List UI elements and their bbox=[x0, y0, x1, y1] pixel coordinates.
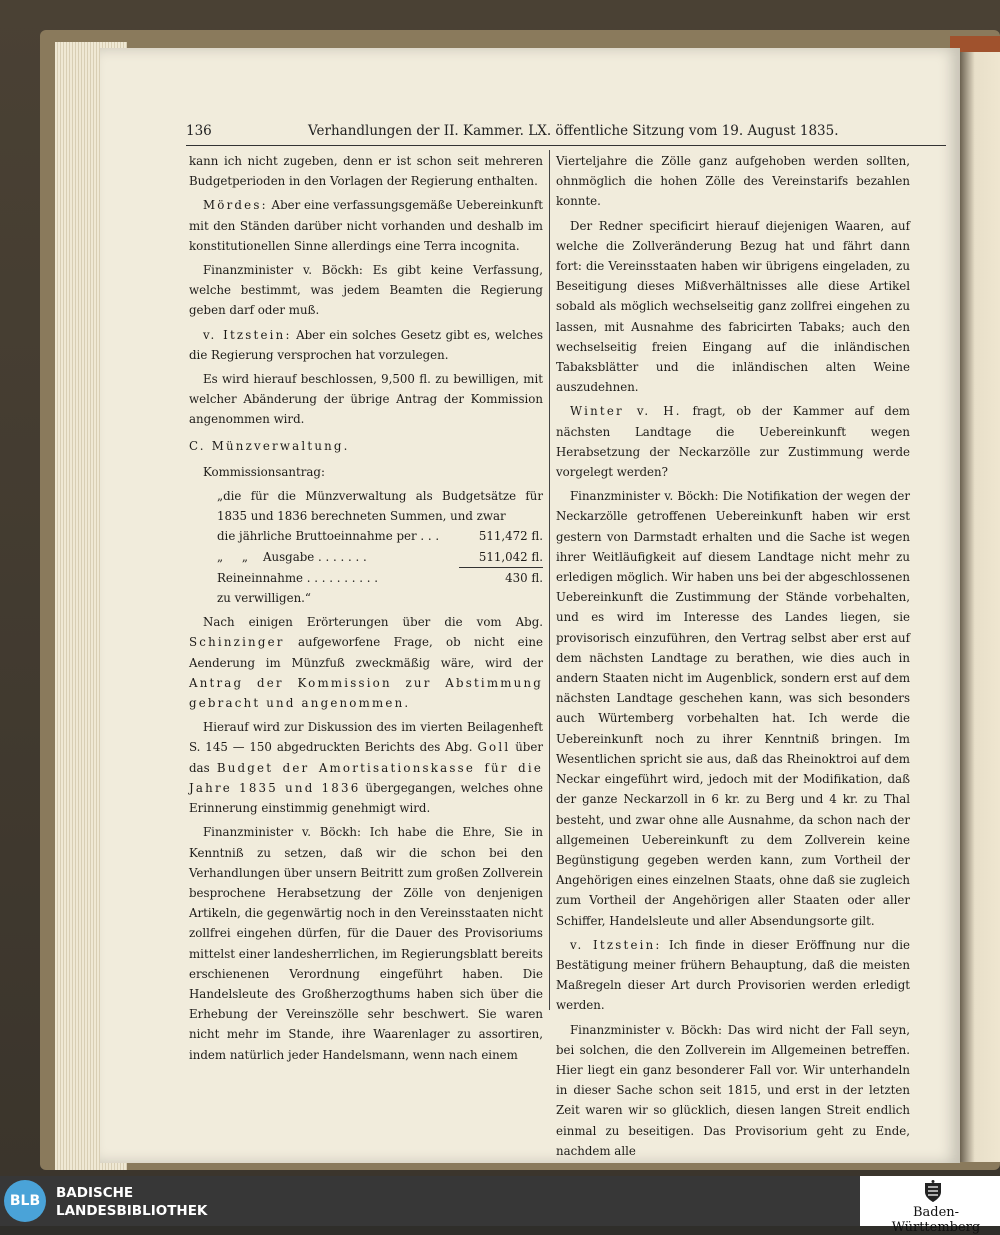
speaker-name: Finanzminister v. Böckh: bbox=[203, 825, 361, 840]
page-number: 136 bbox=[186, 123, 212, 139]
budget-row bbox=[189, 547, 543, 567]
motion-quote bbox=[189, 486, 543, 608]
speech-text: Aber eine verfassungsgemäße Uebereinkunft mit den Ständen darüber nicht vorhanden und deshalb im konstitutionellen Sinne allerdings eine Terra incognita. bbox=[189, 198, 543, 253]
budget-row-label: „ „ Ausgabe . . . . . . . bbox=[217, 549, 367, 564]
paragraph bbox=[556, 401, 910, 482]
section-heading: C. Münzverwaltung. bbox=[189, 438, 350, 453]
header-title: Verhandlungen der II. Kammer. LX. öffentliche Sitzung vom 19. August 1835. bbox=[308, 123, 839, 139]
paragraph bbox=[556, 935, 910, 1016]
speech-text: fragt, ob der Kammer auf dem nächsten Landtage die Uebereinkunft wegen Herabsetzung der Neckarzölle zur Zustimmung werde vorgelegt werden? bbox=[556, 404, 910, 480]
column-divider bbox=[549, 150, 550, 1010]
text-run: aufgeworfene Frage, ob nicht eine Aenderung im Münzfuß zweckmäßig wäre, wird der bbox=[189, 635, 543, 670]
motion-label: Kommissionsantrag: bbox=[203, 464, 325, 479]
quote-text: zu verwilligen.“ bbox=[217, 591, 311, 606]
paragraph bbox=[189, 260, 543, 321]
paragraph bbox=[189, 612, 543, 713]
library-name-line: LANDESBIBLIOTHEK bbox=[56, 1203, 208, 1219]
library-name[interactable] bbox=[56, 1184, 236, 1220]
paragraph: kann ich nicht zugeben, denn er ist schon seit mehreren Budgetperioden in den Vorlagen der Regierung enthalten. bbox=[189, 154, 543, 189]
person-name: Goll bbox=[477, 740, 511, 755]
quote-text: „die für die Münzverwaltung als Budgetsätze für 1835 und 1836 berechneten Summen, und zwar bbox=[217, 489, 543, 524]
speaker-name: Winter v. H. bbox=[570, 404, 682, 419]
text-run: Hierauf wird zur Diskussion des im vierten Beilagenheft S. 145 — 150 abgedruckten Berichts des Abg. bbox=[189, 720, 543, 755]
right-column bbox=[556, 151, 910, 1165]
speaker-name: Finanzminister v. Böckh: bbox=[203, 263, 363, 278]
paragraph: Es wird hierauf beschlossen, 9,500 fl. zu bewilligen, mit welcher Abänderung der übrige Antrag der Kommission angenommen wird. bbox=[189, 372, 543, 427]
speech-text: Ich habe die Ehre, Sie in Kenntniß zu setzen, daß wir die schon bei den Verhandlungen über unsern Beitritt zum großen Zollverein besprochene Herabsetzung der Zölle von denjenigen Artikeln, die gegenwärtig noch in den Vereinsstaaten nicht zollfrei eingehen dürfen, für die Dauer des Provisoriums mittelst einer landesherrlichen, im Regierungsblatt bereits erschienenen Verordnung eingeführt haben. Die Handelsleute des Großherzogthums haben sich über die Erhebung der Vereinszölle sehr beschwert. Sie waren nicht mehr im Stande, ihre Waarenlager zu assortiren, indem natürlich jeder Handelsmann, wenn nach einem bbox=[189, 825, 543, 1062]
coat-of-arms-icon bbox=[920, 1179, 946, 1205]
speech-text: Die Notifikation der wegen der Neckarzölle getroffenen Uebereinkunft haben wir erst gestern von Darmstadt erhalten und die Sache ist wegen ihrer Weitläufigkeit auf diesem Landtage nicht mehr zu erledigen möglich. Wir haben uns bei der abgeschlossenen Uebereinkunft die Zustimmung der Stände vorbehalten, und es wird im Interesse des Landes liegen, sie provisorisch einzuführen, den Vertrag selbst aber erst auf dem nächsten Landtage zu berathen, wie dies auch in andern Staaten nicht im Augenblick, sondern erst auf dem nächsten Landtage geschehen kann, was sich besonders auch Würtemberg vorbehalten hat. Ich werde die Uebereinkunft noch zu ihrer Kenntniß bringen. Im Wesentlichen spricht sie aus, daß das Rheinoktroi auf dem Neckar eingeführt wird, jedoch mit der Modifikation, daß der ganze Neckarzoll in 6 kr. zu Berg und 4 kr. zu Thal besteht, und zwar ohne alle Ausnahme, da schon nach der allgemeinen Uebereinkunft zu dem Zollverein keine Begünstigung gegeben werden kann, zum Vortheil der Angehörigen eines einzelnen Staats, ohne daß sie zugleich zum Vortheil der Angehörigen aller Staaten oder aller Schiffer, Handelsleute und aller Absendungsorte gilt. bbox=[556, 489, 910, 928]
paragraph bbox=[189, 717, 543, 818]
paragraph bbox=[189, 325, 543, 365]
paragraph: Vierteljahre die Zölle ganz aufgehoben werden sollten, ohnmöglich die hohen Zölle des Vereinstarifs bezahlen konnte. bbox=[556, 154, 910, 209]
paragraph bbox=[556, 486, 910, 930]
budget-row-label: Reineinnahme . . . . . . . . . . bbox=[217, 570, 378, 585]
budget-row-amount: 511,042 fl. bbox=[478, 549, 543, 564]
text-run: Nach einigen Erörterungen über die vom Abg. bbox=[203, 615, 543, 630]
facing-page-edge bbox=[958, 52, 1000, 1162]
speaker-name: v. Itzstein: bbox=[570, 937, 662, 952]
budget-row-amount: 511,472 fl. bbox=[478, 529, 543, 544]
budget-row bbox=[189, 526, 543, 546]
person-name: Schinzinger bbox=[189, 635, 285, 650]
emphasized-text: Budget der Amortisationskasse für die Jahre 1835 und 1836 bbox=[189, 760, 543, 795]
paragraph bbox=[189, 195, 543, 256]
speech-text: Ich finde in dieser Eröffnung nur die Bestätigung meiner frühern Behauptung, daß die meisten Maßregeln dieser Art durch Provisorien werden erledigt werden. bbox=[556, 937, 910, 1013]
budget-row bbox=[189, 568, 543, 588]
text-run: über das bbox=[189, 740, 543, 775]
text-run: übergegangen, welches ohne Erinnerung einstimmig genehmigt wird. bbox=[189, 780, 543, 816]
emphasized-text: Antrag der Kommission zur Abstimmung gebracht und angenommen. bbox=[189, 675, 543, 711]
speaker-name: Finanzminister v. Böckh: bbox=[570, 1022, 722, 1037]
paragraph bbox=[189, 822, 543, 1064]
partner-name: Baden-Württemberg bbox=[891, 1205, 981, 1235]
left-column bbox=[189, 151, 543, 1069]
paragraph: Der Redner specificirt hierauf diejenigen Waaren, auf welche die Zollveränderung Bezug hat und fährt dann fort: die Vereinsstaaten haben wir übrigens eingeladen, zu Beseitigung dieses Mißverhältnisses alle diese Artikel sobald als möglich wechselseitig ganz zollfrei eingehen zu lassen, mit Ausnahme des fabricirten Tabaks; auch den wechselseitig freien Eingang auf die inländischen Tabaksblätter und die inländischen alten Weine auszudehnen. bbox=[556, 218, 910, 395]
budget-row-label: die jährliche Bruttoeinnahme per . . . bbox=[217, 529, 440, 544]
header-rule bbox=[186, 145, 946, 146]
speech-text: Das wird nicht der Fall seyn, bei solchen, die den Zollverein im Allgemeinen betreffen. Hier liegt ein ganz besonderer Fall vor. Wir unterhandeln in dieser Sache schon seit 1815, und erst in der letzten Zeit waren wir so glücklich, diesen langen Streit endlich einmal zu beseitigen. Das Provisorium geht zu Ende, nachdem alle bbox=[556, 1022, 910, 1158]
speaker-name: v. Itzstein: bbox=[203, 327, 292, 342]
running-header bbox=[186, 123, 839, 143]
speaker-name: Mördes: bbox=[203, 198, 268, 213]
speech-text: Aber ein solches Gesetz gibt es, welches die Regierung versprochen hat vorzulegen. bbox=[189, 327, 543, 362]
speaker-name: Finanzminister v. Böckh: bbox=[570, 489, 719, 504]
speech-text: Es gibt keine Verfassung, welche bestimmt, was jedem Beamten die Regierung geben darf oder muß. bbox=[189, 263, 544, 318]
budget-row-amount: 430 fl. bbox=[505, 570, 543, 585]
blb-logo-icon[interactable]: BLB bbox=[4, 1180, 46, 1222]
library-name-line: BADISCHE bbox=[56, 1185, 134, 1201]
paragraph bbox=[556, 1020, 910, 1161]
